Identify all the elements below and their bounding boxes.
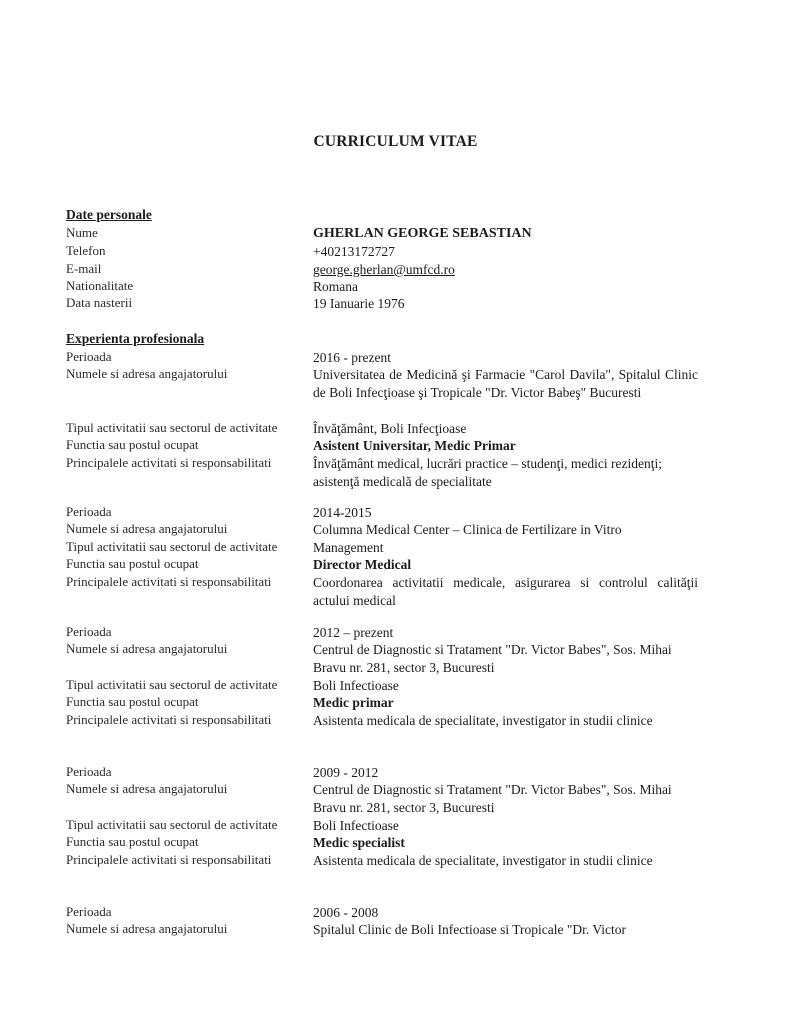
phone-label: Telefon bbox=[66, 243, 106, 258]
birthdate-label: Data nasterii bbox=[66, 295, 133, 310]
period-label: Perioada bbox=[66, 349, 112, 364]
sector-value: Management bbox=[313, 540, 384, 555]
employer-value: Universitatea de Medicină şi Farmacie "Carol Davila", Spitalul Clinic de Boli Infecţioase şi Tropicale "Dr. Victor Babeş" Bucuresti bbox=[313, 367, 698, 400]
sector-label: Tipul activitatii sau sectorul de activitate bbox=[66, 420, 278, 435]
period-value: 2006 - 2008 bbox=[313, 905, 379, 920]
name-value: GHERLAN GEORGE SEBASTIAN bbox=[313, 226, 532, 241]
activities-label: Principalele activitati si responsabilitati bbox=[66, 455, 272, 470]
position-value: Medic primar bbox=[313, 695, 394, 710]
period-value: 2012 – prezent bbox=[313, 625, 394, 640]
activities-value: Asistenta medicala de specialitate, investigator in studii clinice bbox=[313, 853, 653, 868]
employer-value: Spitalul Clinic de Boli Infectioase si Tropicale "Dr. Victor bbox=[313, 922, 627, 937]
position-value: Director Medical bbox=[313, 557, 412, 572]
position-label: Functia sau postul ocupat bbox=[66, 437, 199, 452]
period-label: Perioada bbox=[66, 904, 112, 919]
activities-label: Principalele activitati si responsabilitati bbox=[66, 712, 272, 727]
employer-label: Numele si adresa angajatorului bbox=[66, 781, 228, 796]
sector-value: Boli Infectioase bbox=[313, 818, 399, 833]
employer-label: Numele si adresa angajatorului bbox=[66, 641, 228, 656]
employer-value: Columna Medical Center – Clinica de Fertilizare in Vitro bbox=[313, 522, 622, 537]
activities-label: Principalele activitati si responsabilitati bbox=[66, 574, 272, 589]
position-value: Asistent Universitar, Medic Primar bbox=[313, 438, 516, 453]
position-label: Functia sau postul ocupat bbox=[66, 694, 199, 709]
activities-value: Învăţământ medical, lucrări practice – studenţi, medici rezidenţi; asistenţă medicală de specialitate bbox=[313, 456, 662, 489]
sector-label: Tipul activitatii sau sectorul de activitate bbox=[66, 539, 278, 554]
employer-value: Centrul de Diagnostic si Tratament "Dr. Victor Babes", Sos. Mihai Bravu nr. 281, sector 3, Bucuresti bbox=[313, 642, 672, 675]
sector-label: Tipul activitatii sau sectorul de activitate bbox=[66, 817, 278, 832]
period-label: Perioada bbox=[66, 504, 112, 519]
period-value: 2016 - prezent bbox=[313, 350, 391, 365]
position-label: Functia sau postul ocupat bbox=[66, 556, 199, 571]
sector-value: Boli Infectioase bbox=[313, 678, 399, 693]
birthdate-value: 19 Ianuarie 1976 bbox=[313, 296, 405, 311]
activities-value: Asistenta medicala de specialitate, investigator in studii clinice bbox=[313, 713, 653, 728]
activities-label: Principalele activitati si responsabilitati bbox=[66, 852, 272, 867]
period-value: 2014-2015 bbox=[313, 505, 372, 520]
sector-value: Învăţământ, Boli Infecţioase bbox=[313, 421, 467, 436]
employer-value: Centrul de Diagnostic si Tratament "Dr. Victor Babes", Sos. Mihai Bravu nr. 281, sector 3, Bucuresti bbox=[313, 782, 672, 815]
period-label: Perioada bbox=[66, 624, 112, 639]
position-value: Medic specialist bbox=[313, 835, 405, 850]
employer-label: Numele si adresa angajatorului bbox=[66, 521, 228, 536]
page-title: CURRICULUM VITAE bbox=[313, 133, 478, 150]
employer-label: Numele si adresa angajatorului bbox=[66, 366, 228, 381]
position-label: Functia sau postul ocupat bbox=[66, 834, 199, 849]
period-label: Perioada bbox=[66, 764, 112, 779]
phone-value: +40213172727 bbox=[313, 244, 395, 259]
email-value[interactable]: george.gherlan@umfcd.ro bbox=[313, 262, 455, 277]
activities-value: Coordonarea activitatii medicale, asigurarea si controlul calităţii actului medical bbox=[313, 575, 698, 608]
employer-label: Numele si adresa angajatorului bbox=[66, 921, 228, 936]
nationality-label: Nationalitate bbox=[66, 278, 134, 293]
email-label: E-mail bbox=[66, 261, 102, 276]
nationality-value: Romana bbox=[313, 279, 358, 294]
period-value: 2009 - 2012 bbox=[313, 765, 379, 780]
sector-label: Tipul activitatii sau sectorul de activitate bbox=[66, 677, 278, 692]
personal-heading: Date personale bbox=[66, 207, 152, 222]
experience-heading: Experienta profesionala bbox=[66, 331, 205, 346]
name-label: Nume bbox=[66, 225, 98, 240]
